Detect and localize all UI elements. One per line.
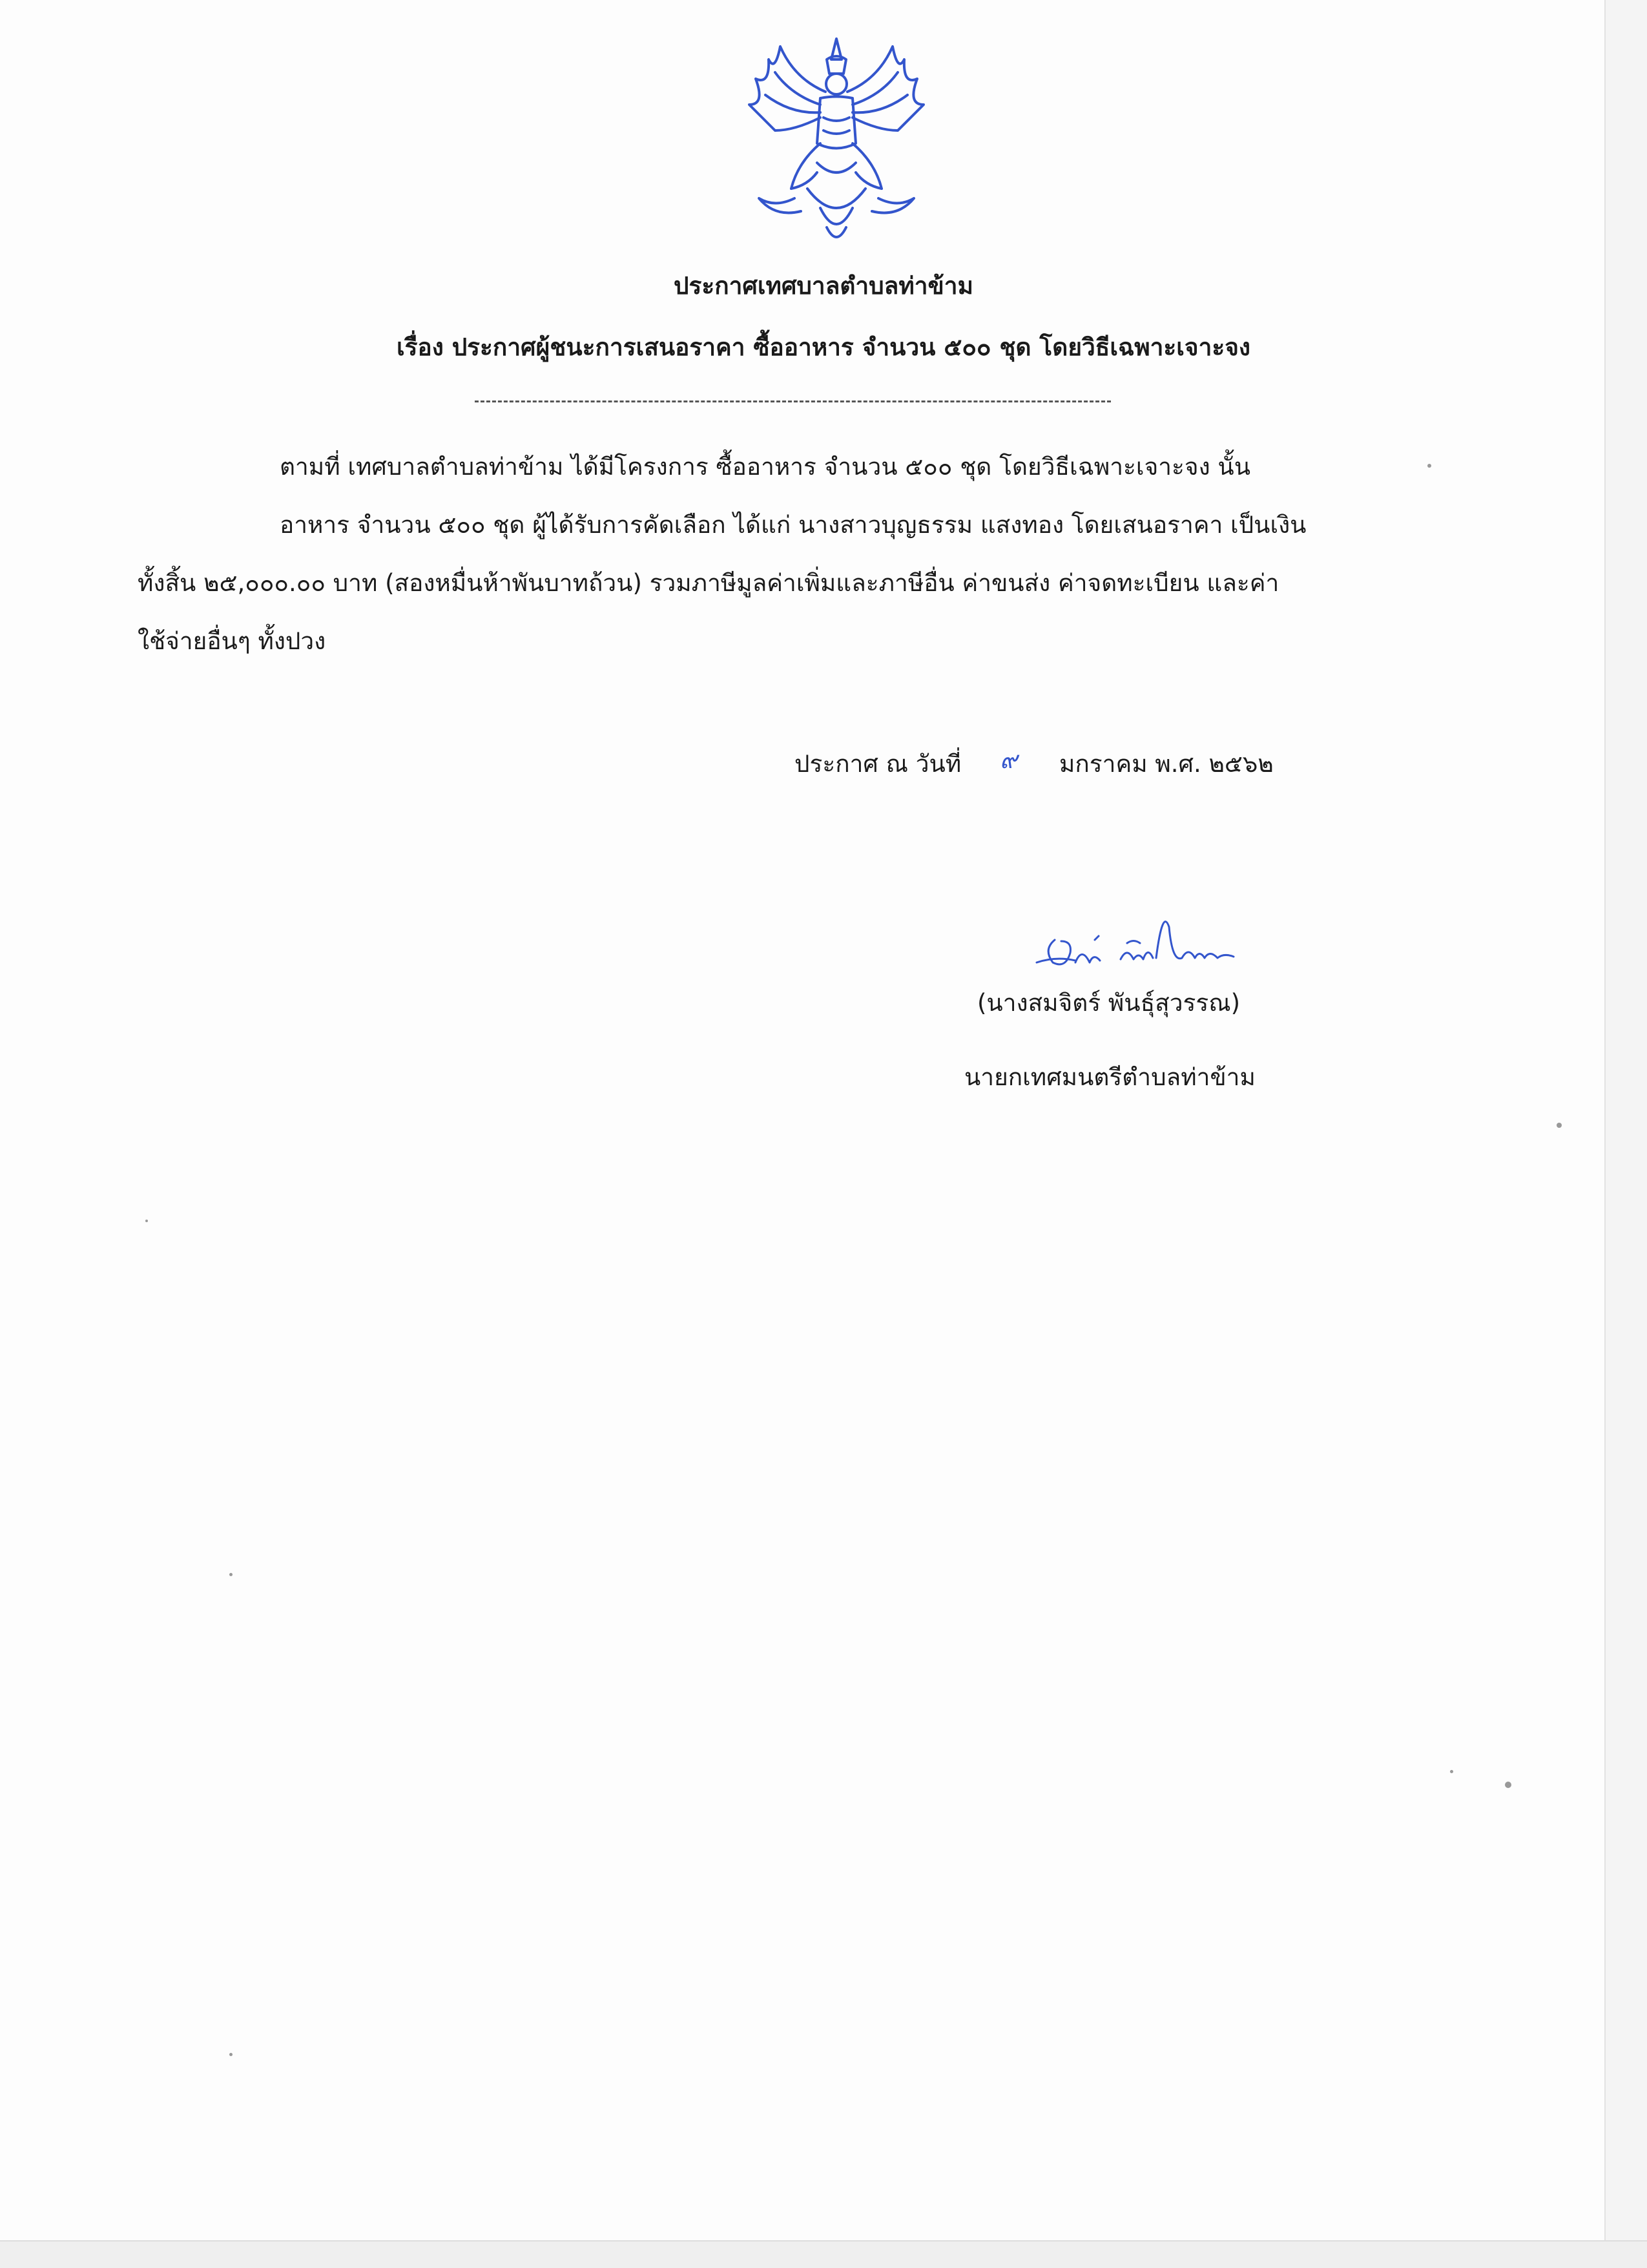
date-day-handwritten: ๙ xyxy=(1000,746,1018,774)
body-line-1: ตามที่ เทศบาลตำบลท่าข้าม ได้มีโครงการ ซื้ออาหาร จำนวน ๕๐๐ ชุด โดยวิธีเฉพาะเจาะจง นั้น xyxy=(280,453,1250,481)
garuda-emblem-icon xyxy=(730,34,943,253)
body-line-2: อาหาร จำนวน ๕๐๐ ชุด ผู้ได้รับการคัดเลือก ได้แก่ นางสาวบุญธรรม แสงทอง โดยเสนอราคา เป็นเงิน xyxy=(280,511,1307,539)
signatory-position: นายกเทศมนตรีตำบลท่าข้าม xyxy=(964,1063,1256,1091)
scan-speck xyxy=(1505,1782,1511,1788)
scan-speck xyxy=(1557,1123,1562,1128)
signature-icon xyxy=(1030,901,1243,988)
body-line-3: ทั้งสิ้น ๒๕,๐๐๐.๐๐ บาท (สองหมื่นห้าพันบาทถ้วน) รวมภาษีมูลค่าเพิ่มและภาษีอื่น ค่าขนส่ง ค่าจดทะเบียน และค่า xyxy=(138,569,1279,597)
scan-speck xyxy=(145,1220,148,1222)
announcement-subject: เรื่อง ประกาศผู้ชนะการเสนอราคา ซื้ออาหาร จำนวน ๕๐๐ ชุด โดยวิธีเฉพาะเจาะจง xyxy=(397,333,1250,361)
scan-speck xyxy=(229,2053,233,2056)
body-line-4: ใช้จ่ายอื่นๆ ทั้งปวง xyxy=(138,627,326,655)
announcement-title: ประกาศเทศบาลตำบลท่าข้าม xyxy=(674,272,973,300)
separator-line xyxy=(475,401,1111,402)
scan-edge-bottom xyxy=(0,2240,1647,2268)
scan-speck xyxy=(229,1573,233,1576)
scan-speck xyxy=(1450,1770,1453,1773)
scan-speck xyxy=(1427,464,1431,468)
date-month-year: มกราคม พ.ศ. ๒๕๖๒ xyxy=(1059,750,1274,778)
signatory-name: (นางสมจิตร์ พันธุ์สุวรรณ) xyxy=(977,989,1241,1017)
date-prefix: ประกาศ ณ วันที่ xyxy=(794,750,962,778)
